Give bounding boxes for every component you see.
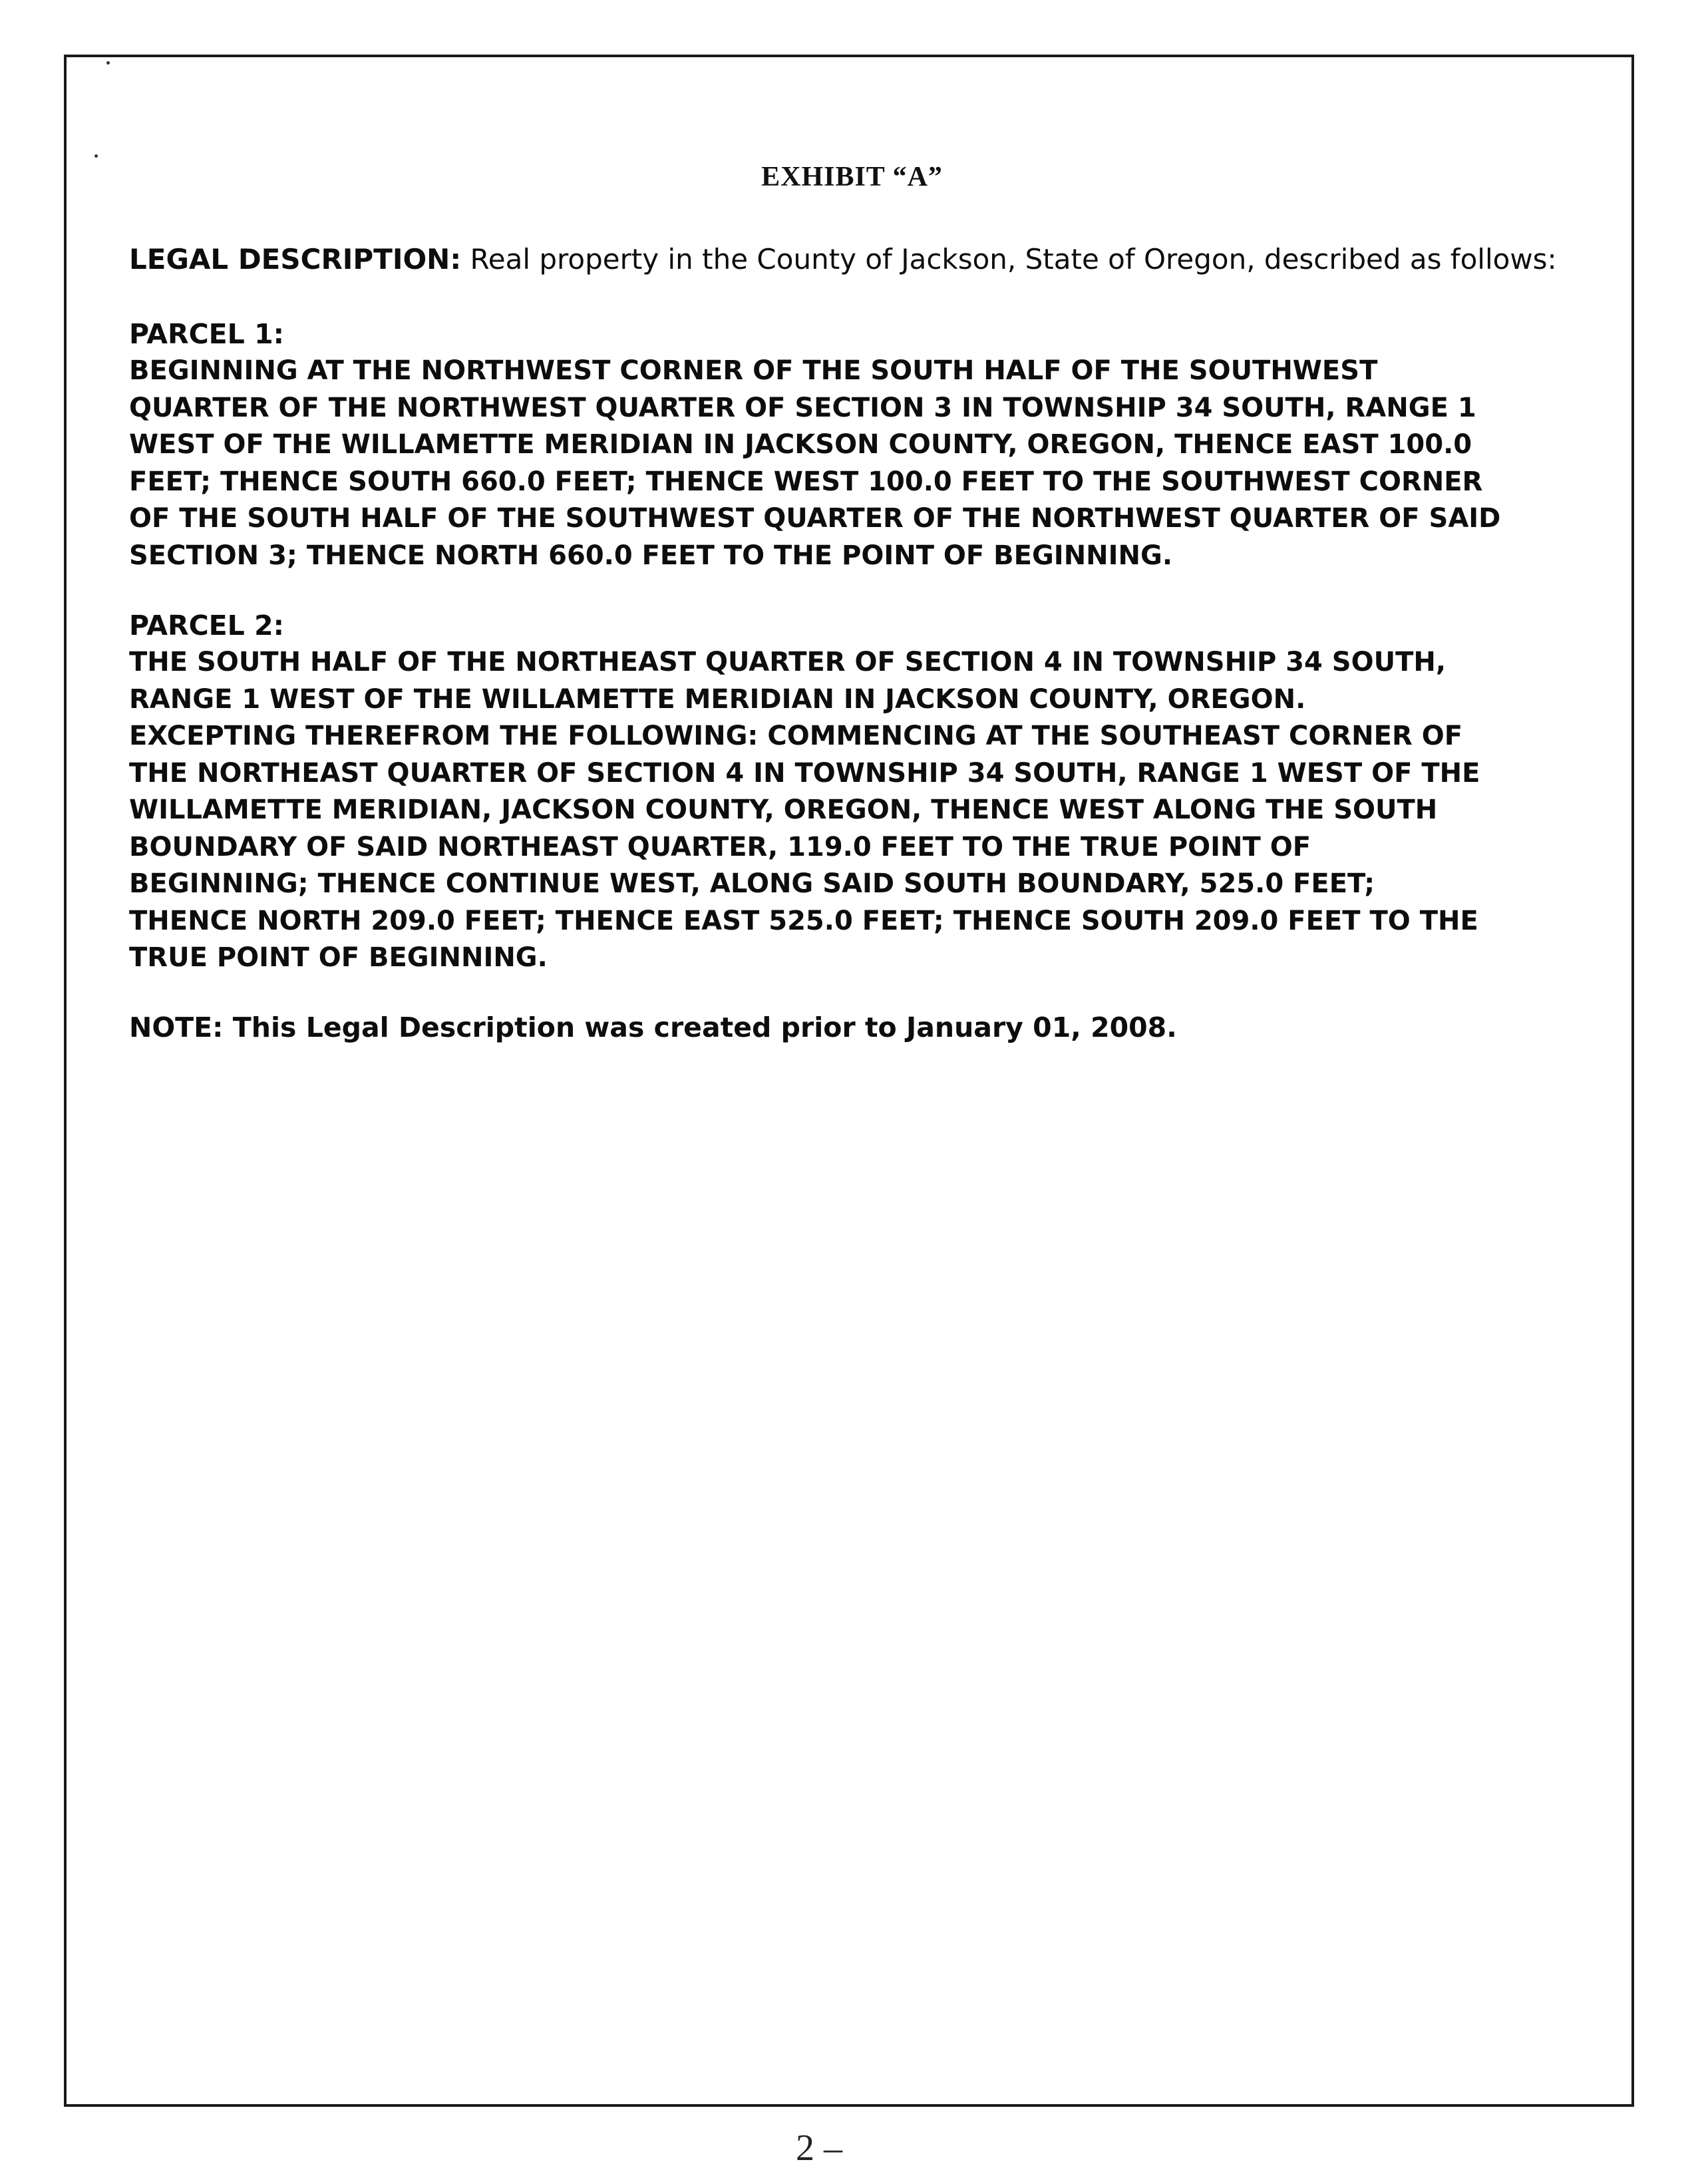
scan-speck bbox=[94, 154, 98, 158]
parcel-line: BEGINNING; THENCE CONTINUE WEST, ALONG SAID SOUTH BOUNDARY, 525.0 FEET; bbox=[129, 868, 1375, 899]
parcel-line: THE NORTHEAST QUARTER OF SECTION 4 IN TOWNSHIP 34 SOUTH, RANGE 1 WEST OF THE bbox=[129, 757, 1480, 789]
note: NOTE: This Legal Description was created prior to January 01, 2008. bbox=[129, 1011, 1177, 1043]
parcel-line: OF THE SOUTH HALF OF THE SOUTHWEST QUARTER OF THE NORTHWEST QUARTER OF SAID bbox=[129, 503, 1501, 534]
parcel-line: WILLAMETTE MERIDIAN, JACKSON COUNTY, OREGON, THENCE WEST ALONG THE SOUTH bbox=[129, 795, 1438, 825]
parcel-line: TRUE POINT OF BEGINNING. bbox=[129, 942, 548, 973]
legal-description-label: LEGAL DESCRIPTION: bbox=[129, 243, 462, 275]
parcel-1 bbox=[129, 315, 1580, 574]
parcel-line: BEGINNING AT THE NORTHWEST CORNER OF THE SOUTH HALF OF THE SOUTHWEST bbox=[129, 355, 1378, 386]
parcel-heading: PARCEL 2: bbox=[129, 610, 285, 641]
parcel-line: RANGE 1 WEST OF THE WILLAMETTE MERIDIAN IN JACKSON COUNTY, OREGON. bbox=[129, 683, 1306, 715]
parcel-2 bbox=[129, 607, 1580, 977]
parcel-description bbox=[129, 353, 1580, 574]
parcel-line: EXCEPTING THEREFROM THE FOLLOWING: COMMENCING AT THE SOUTHEAST CORNER OF bbox=[129, 721, 1463, 751]
legal-description-text: Real property in the County of Jackson, State of Oregon, described as follows: bbox=[461, 243, 1557, 275]
page-number: 2 – bbox=[796, 2127, 842, 2169]
exhibit-title: EXHIBIT “A” bbox=[761, 162, 943, 192]
parcel-line: BOUNDARY OF SAID NORTHEAST QUARTER, 119.0 FEET TO THE TRUE POINT OF bbox=[129, 831, 1311, 862]
parcel-description bbox=[129, 644, 1580, 977]
parcel-line: SECTION 3; THENCE NORTH 660.0 FEET TO THE POINT OF BEGINNING. bbox=[129, 540, 1173, 571]
legal-description bbox=[129, 241, 1580, 278]
parcel-line: THE SOUTH HALF OF THE NORTHEAST QUARTER OF SECTION 4 IN TOWNSHIP 34 SOUTH, bbox=[129, 647, 1447, 677]
parcel-line: THENCE NORTH 209.0 FEET; THENCE EAST 525.0 FEET; THENCE SOUTH 209.0 FEET TO THE bbox=[129, 905, 1478, 936]
parcel-line: QUARTER OF THE NORTHWEST QUARTER OF SECTION 3 IN TOWNSHIP 34 SOUTH, RANGE 1 bbox=[129, 392, 1476, 423]
parcel-heading: PARCEL 1: bbox=[129, 318, 285, 350]
parcel-line: WEST OF THE WILLAMETTE MERIDIAN IN JACKSON COUNTY, OREGON, THENCE EAST 100.0 bbox=[129, 429, 1472, 460]
parcel-line: FEET; THENCE SOUTH 660.0 FEET; THENCE WEST 100.0 FEET TO THE SOUTHWEST CORNER bbox=[129, 466, 1483, 497]
scan-speck bbox=[106, 61, 110, 65]
